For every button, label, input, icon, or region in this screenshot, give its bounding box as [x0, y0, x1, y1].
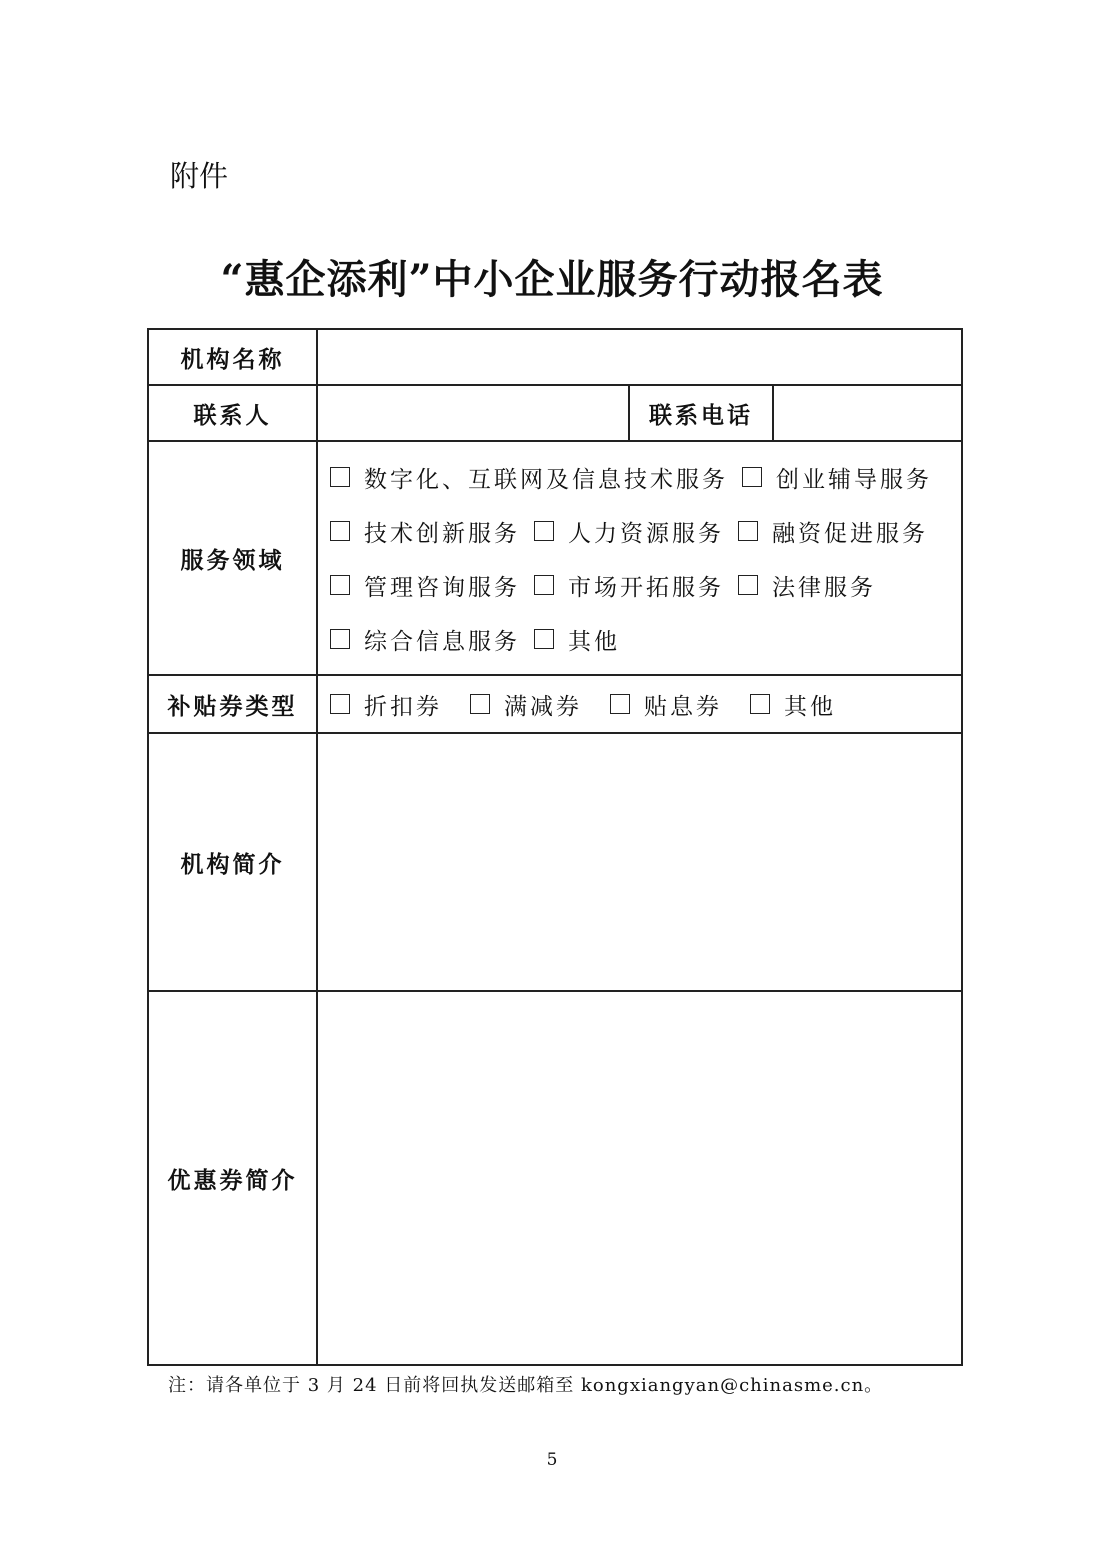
checkbox-icon[interactable]	[738, 575, 758, 595]
org-name-field[interactable]	[317, 329, 962, 385]
service-option-line	[330, 504, 961, 558]
service-options	[317, 441, 962, 675]
service-option[interactable]: 融资促进服务	[738, 515, 928, 548]
row-org-name	[148, 329, 962, 385]
form-title: “惠企添利”中小企业服务行动报名表	[220, 256, 884, 303]
checkbox-icon[interactable]	[330, 521, 350, 541]
service-option[interactable]: 综合信息服务	[330, 623, 520, 656]
checkbox-icon[interactable]	[738, 521, 758, 541]
coupon-type-label: 补贴券类型	[148, 675, 317, 733]
org-intro-label: 机构简介	[148, 733, 317, 991]
service-option[interactable]: 技术创新服务	[330, 515, 520, 548]
service-option-line	[330, 558, 961, 612]
service-option-line	[330, 612, 961, 666]
service-option[interactable]: 数字化、互联网及信息技术服务	[330, 461, 728, 494]
registration-form-table	[147, 328, 963, 1366]
checkbox-icon[interactable]	[330, 629, 350, 649]
checkbox-icon[interactable]	[742, 467, 762, 487]
service-option-line	[330, 450, 961, 504]
service-option[interactable]: 其他	[534, 623, 620, 656]
attachment-label: 附件	[170, 159, 229, 193]
checkbox-icon[interactable]	[470, 694, 490, 714]
service-option[interactable]: 市场开拓服务	[534, 569, 724, 602]
coupon-option[interactable]: 满减券	[470, 688, 582, 721]
checkbox-icon[interactable]	[330, 694, 350, 714]
coupon-option[interactable]: 贴息券	[610, 688, 722, 721]
footnote: 注：请各单位于 3 月 24 日前将回执发送邮箱至 kongxiangyan@chinasme.cn。	[168, 1375, 884, 1396]
service-option[interactable]: 法律服务	[738, 569, 876, 602]
checkbox-icon[interactable]	[750, 694, 770, 714]
row-service-field	[148, 441, 962, 675]
row-contact	[148, 385, 962, 441]
phone-field[interactable]	[773, 385, 962, 441]
org-intro-field[interactable]	[317, 733, 962, 991]
row-org-intro	[148, 733, 962, 991]
checkbox-icon[interactable]	[534, 521, 554, 541]
service-field-label: 服务领域	[148, 441, 317, 675]
coupon-option[interactable]: 折扣券	[330, 688, 442, 721]
service-option[interactable]: 创业辅导服务	[742, 461, 932, 494]
page-number: 5	[546, 1450, 558, 1470]
contact-field[interactable]	[317, 385, 629, 441]
coupon-intro-label: 优惠券简介	[148, 991, 317, 1365]
org-name-label: 机构名称	[148, 329, 317, 385]
checkbox-icon[interactable]	[330, 467, 350, 487]
checkbox-icon[interactable]	[534, 629, 554, 649]
checkbox-icon[interactable]	[610, 694, 630, 714]
coupon-option[interactable]: 其他	[750, 688, 836, 721]
row-coupon-type	[148, 675, 962, 733]
service-option[interactable]: 人力资源服务	[534, 515, 724, 548]
coupon-options	[317, 675, 962, 733]
checkbox-icon[interactable]	[330, 575, 350, 595]
coupon-intro-field[interactable]	[317, 991, 962, 1365]
service-option[interactable]: 管理咨询服务	[330, 569, 520, 602]
checkbox-icon[interactable]	[534, 575, 554, 595]
phone-label: 联系电话	[629, 385, 773, 441]
contact-label: 联系人	[148, 385, 317, 441]
row-coupon-intro	[148, 991, 962, 1365]
